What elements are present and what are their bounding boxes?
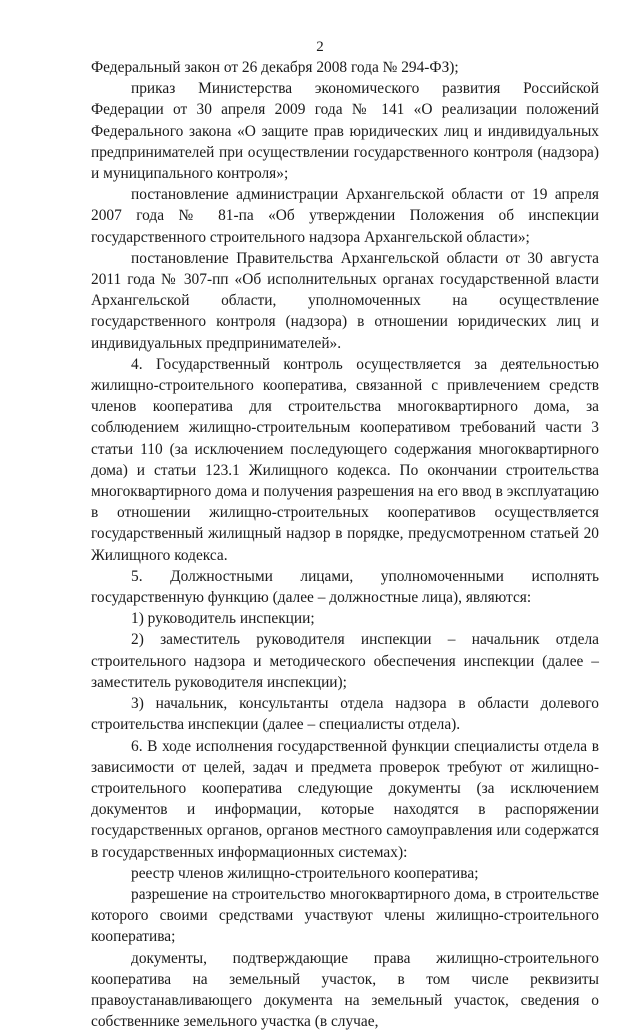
paragraph-ministry-order: приказ Министерства экономического развития Российской Федерации от 30 апреля 2009 года № 141 «О реализации положений Федерального закона «О защите прав юридических лиц и индивидуальных предпринимателей при осуществлении государственного контроля (надзора) и муниципального контроля»; xyxy=(91,80,599,183)
list-item-department-specialists: 3) начальник, консультанты отдела надзора в области долевого строительства инспекции (далее – специалисты отдела). xyxy=(91,695,599,734)
paragraph-item-5-officials: 5. Должностными лицами, уполномоченными исполнять государственную функцию (далее – должностные лица), являются: xyxy=(91,567,599,607)
list-item-head-of-inspection: 1) руководитель инспекции; xyxy=(131,610,315,628)
list-item-members-register: реестр членов жилищно-строительного кооператива; xyxy=(131,864,479,882)
paragraph-administration-resolution: постановление администрации Архангельской области от 19 апреля 2007 года № 81-па «Об утверждении Положения об инспекции государственного строительного надзора Архангельской области»; xyxy=(91,186,599,246)
paragraph-item-4-state-control: 4. Государственный контроль осуществляется за деятельностью жилищно-строительного кооператива, связанной с привлечением средств членов кооператива для строительства многоквартирного дома, за соблюдением жилищно-строительным кооперативом требований части 3 статьи 110 (за исключением последующего содержания многоквартирного дома) и статьи 123.1 Жилищного кодекса. По окончании строительства многоквартирного дома и получения разрешения на его ввод в эксплуатацию в отношении жилищно-строительных кооперативов осуществляется государственный жилищный надзор в порядке, предусмотренном статьей 20 Жилищного кодекса. xyxy=(91,355,599,564)
paragraph-government-resolution: постановление Правительства Архангельской области от 30 августа 2011 года № 307-пп «Об исполнительных органах государственной власти Архангельской области, уполномоченных на осуществление государственного контроля (надзора) в отношении юридических лиц и индивидуальных предпринимателей». xyxy=(91,249,599,352)
paragraph-federal-law-ref: Федеральный закон от 26 декабря 2008 года № 294-ФЗ); xyxy=(91,59,459,76)
page-number: 2 xyxy=(316,39,324,55)
list-item-deputy-head: 2) заместитель руководителя инспекции – начальник отдела строительного надзора и методического обеспечения инспекции (далее – заместитель руководителя инспекции); xyxy=(91,631,599,691)
list-item-land-rights-documents: документы, подтверждающие права жилищно-строительного кооператива на земельный участок, в том числе реквизиты правоустанавливающего документа на земельный участок, сведения о собственнике земельного участка (в случае, xyxy=(91,949,599,1031)
list-item-building-permit: разрешение на строительство многоквартирного дома, в строительстве которого своими средствами участвуют члены жилищно-строительного кооператива; xyxy=(91,885,599,946)
document-body xyxy=(91,57,599,1032)
paragraph-item-6-required-documents: 6. В ходе исполнения государственной функции специалисты отдела в зависимости от целей, задач и предмета проверок требуют от жилищно-строительного кооператива следующие документы (за исключением документов и информации, которые находятся в распоряжении государственных органов, органов местного самоуправления или содержатся в государственных информационных системах): xyxy=(91,737,599,861)
